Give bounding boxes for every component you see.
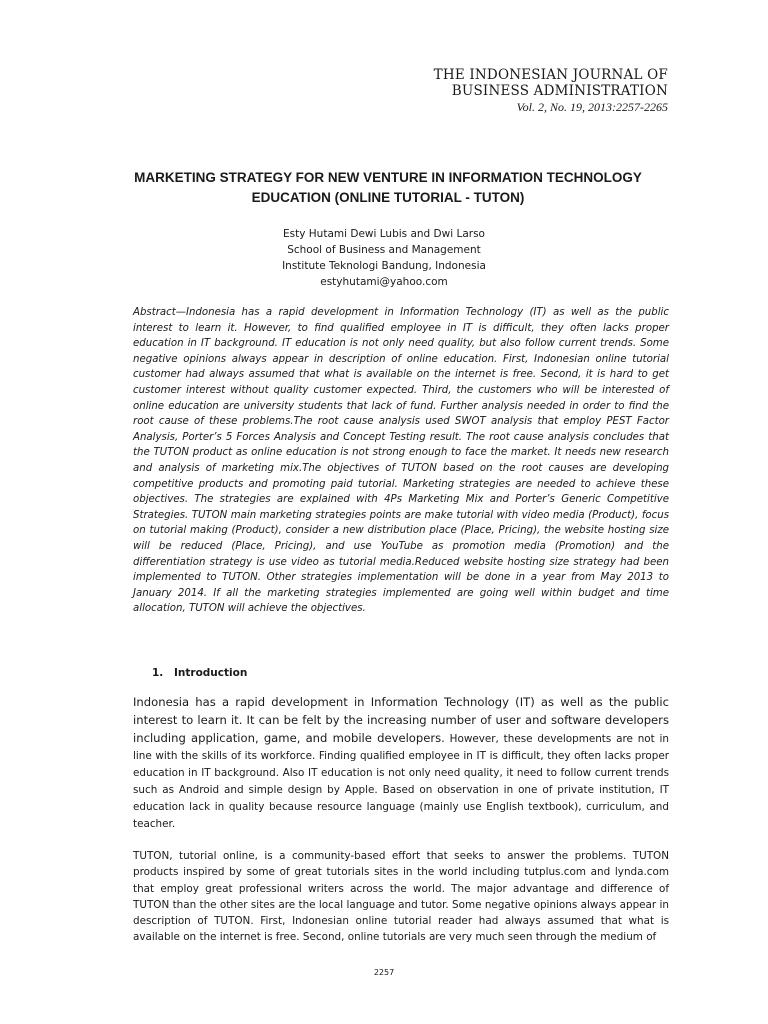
abstract-text: —Indonesia has a rapid development in Information Technology (IT) as well as the public interest to learn it. However, to find qualified employee in IT is difficult, they often lacks proper education in IT background. IT education is not only need quality, but also follow current trends. Some negative opinions always appear in description of online education. First, Indonesian online tutorial customer had always assumed that what is available on the internet is free. Second, it is hard to get customer interest without quality customer expected. Third, the customers who will be interested of online education are university students that lack of fund. Further analysis needed in order to find the root cause of these problems.The root cause analysis used SWOT analysis that employ PEST Factor Analysis, Porter’s 5 Forces Analysis and Concept Testing result. The root cause analysis concludes that the TUTON product as online education is not strong enough to face the market. It needs new research and analysis of marketing mix.The objectives of TUTON based on the root causes are developing competitive products and promoting paid tutorial. Marketing strategies are needed to achieve these objectives. The strategies are explained with 4Ps Marketing Mix and Porter’s Generic Competitive Strategies. TUTON main marketing strategies points are make tutorial with video media (Product), focus on tutorial making (Product), consider a new distribution place (Place, Pricing), the website hosting size will be reduced (Place, Pricing), and use YouTube as promotion media (Promotion) and the differentiation strategy is use video as tutorial media.Reduced website hosting size strategy had been implemented to TUTON. Other strategies implementation will be done in a year from May 2013 to January 2014. If all the marketing strategies implemented are going well within budget and time allocation, TUTON will achieve the objectives.	[133, 307, 669, 615]
journal-name-line2: BUSINESS ADMINISTRATION	[451, 83, 668, 99]
section-number: 1.	[152, 667, 164, 679]
author-institute: Institute Teknologi Bandung, Indonesia	[282, 260, 486, 272]
introduction-body-text: However, these developments are not in line with the skills of its workforce. Finding qualified employee in IT is difficult, they often lacks proper education in IT background. Also IT education is not only need quality, it need to follow current trends such as Android and simple design by Apple. Based on observation in one of private institution, IT education lack in quality because resource language (mainly use English textbook), curriculum, and teacher.	[133, 733, 669, 830]
introduction-lead-text: Indonesia has a rapid development in Information Technology (IT) as well as the public interest to learn it. It can be felt by the increasing number of user and software developers including application, game, and mobile developers.	[133, 695, 669, 745]
page-number: 2257	[373, 968, 395, 977]
author-names: Esty Hutami Dewi Lubis and Dwi Larso	[283, 228, 485, 240]
section-heading-introduction	[152, 665, 247, 681]
article-title-line2: EDUCATION (ONLINE TUTORIAL - TUTON)	[251, 190, 525, 205]
introduction-paragraph-2: TUTON, tutorial online, is a community-based effort that seeks to answer the problems. TUTON products inspired by some of great tutorials sites in the world including tutplus.com and lynda.com that employ great professional writers across the world. The major advantage and difference of TUTON than the other sites are the local language and tutor. Some negative opinions always appear in description of TUTON. First, Indonesian online tutorial reader had always assumed that what is available on the internet is free. Second, online tutorials are very much seen through the medium of	[133, 850, 669, 944]
journal-name-line1: THE INDONESIAN JOURNAL OF	[433, 67, 668, 83]
journal-volume: Vol. 2, No. 19, 2013:2257-2265	[516, 100, 668, 114]
section-title: Introduction	[174, 667, 248, 679]
abstract	[133, 305, 669, 617]
author-block	[134, 226, 634, 290]
article-title	[118, 168, 658, 208]
abstract-label: Abstract	[133, 307, 176, 318]
journal-header	[434, 67, 668, 114]
article-title-line1: MARKETING STRATEGY FOR NEW VENTURE IN INFORMATION TECHNOLOGY	[134, 170, 642, 185]
author-school: School of Business and Management	[287, 244, 481, 256]
author-email: estyhutami@yahoo.com	[320, 276, 448, 288]
introduction-paragraph-1	[133, 694, 669, 833]
